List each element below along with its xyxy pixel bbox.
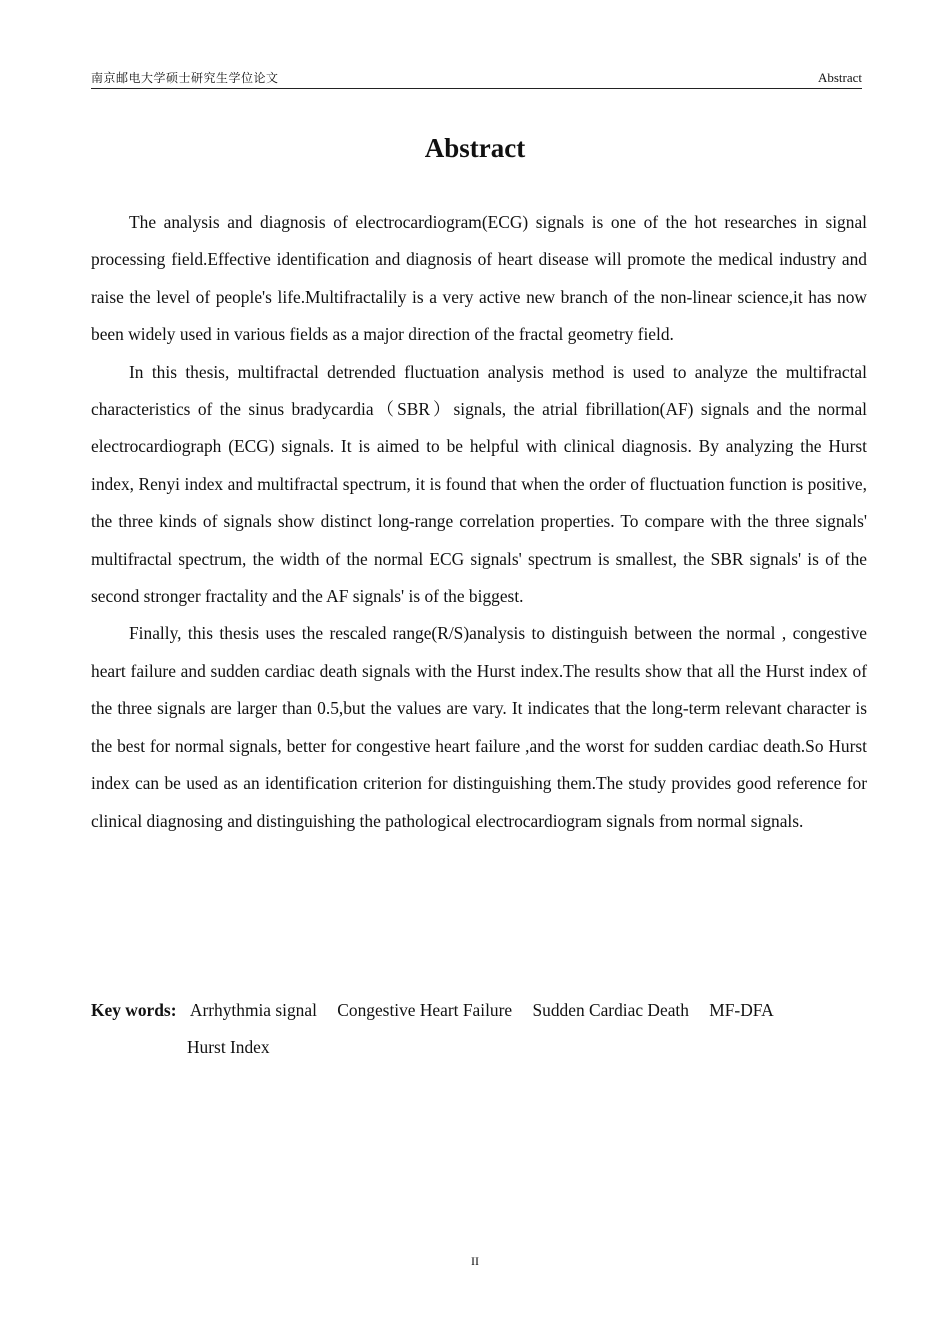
- abstract-paragraph-1: The analysis and diagnosis of electrocardiogram(ECG) signals is one of the hot researches in signal processing field.Effective identification and diagnosis of heart disease will promote the medical industry and raise the level of people's life.Multifractalily is a very active new branch of the non-linear science,it has now been widely used in various fields as a major direction of the fractal geometry field.: [91, 212, 867, 345]
- page-number: II: [471, 1254, 479, 1268]
- page-title: Abstract: [424, 133, 526, 163]
- keyword-item: Sudden Cardiac Death: [532, 1000, 689, 1020]
- keywords-label: Key words:: [91, 1000, 177, 1020]
- abstract-paragraph-2: In this thesis, multifractal detrended fluctuation analysis method is used to analyze the multifractal characteristics of the sinus bradycardia（SBR）signals, the atrial fibrillation(AF) signals and the normal electrocardiograph (ECG) signals. It is aimed to be helpful with clinical diagnosis. By analyzing the Hurst index, Renyi index and multifractal spectrum, it is found that when the order of fluctuation function is positive, the three kinds of signals show distinct long-range correlation properties. To compare with the three signals' multifractal spectrum, the width of the normal ECG signals' spectrum is smallest, the SBR signals' is of the second stronger fractality and the AF signals' is of the biggest.: [91, 361, 867, 607]
- keywords-line-2: [91, 1029, 867, 1066]
- keywords-section: [91, 992, 867, 1067]
- page-header: [91, 68, 862, 89]
- keyword-item: Arrhythmia signal: [189, 1000, 317, 1020]
- keyword-item: Hurst Index: [187, 1037, 270, 1058]
- header-thesis-label: 南京邮电大学硕士研究生学位论文: [91, 71, 279, 85]
- header-section-label: Abstract: [817, 70, 862, 85]
- abstract-body: [91, 204, 867, 840]
- keyword-item: MF-DFA: [709, 1000, 774, 1020]
- keywords-line-1: [91, 992, 867, 1029]
- abstract-paragraph-3: Finally, this thesis uses the rescaled range(R/S)analysis to distinguish between the normal , congestive heart failure and sudden cardiac death signals with the Hurst index.The results show that all the Hurst index of the three signals are larger than 0.5,but the values are vary. It indicates that the long-term relevant character is the best for normal signals, better for congestive heart failure ,and the worst for sudden cardiac death.So Hurst index can be used as an identification criterion for distinguishing them.The study provides good reference for clinical diagnosing and distinguishing the pathological electrocardiogram signals from normal signals.: [91, 623, 867, 831]
- keyword-item: Congestive Heart Failure: [337, 1000, 513, 1020]
